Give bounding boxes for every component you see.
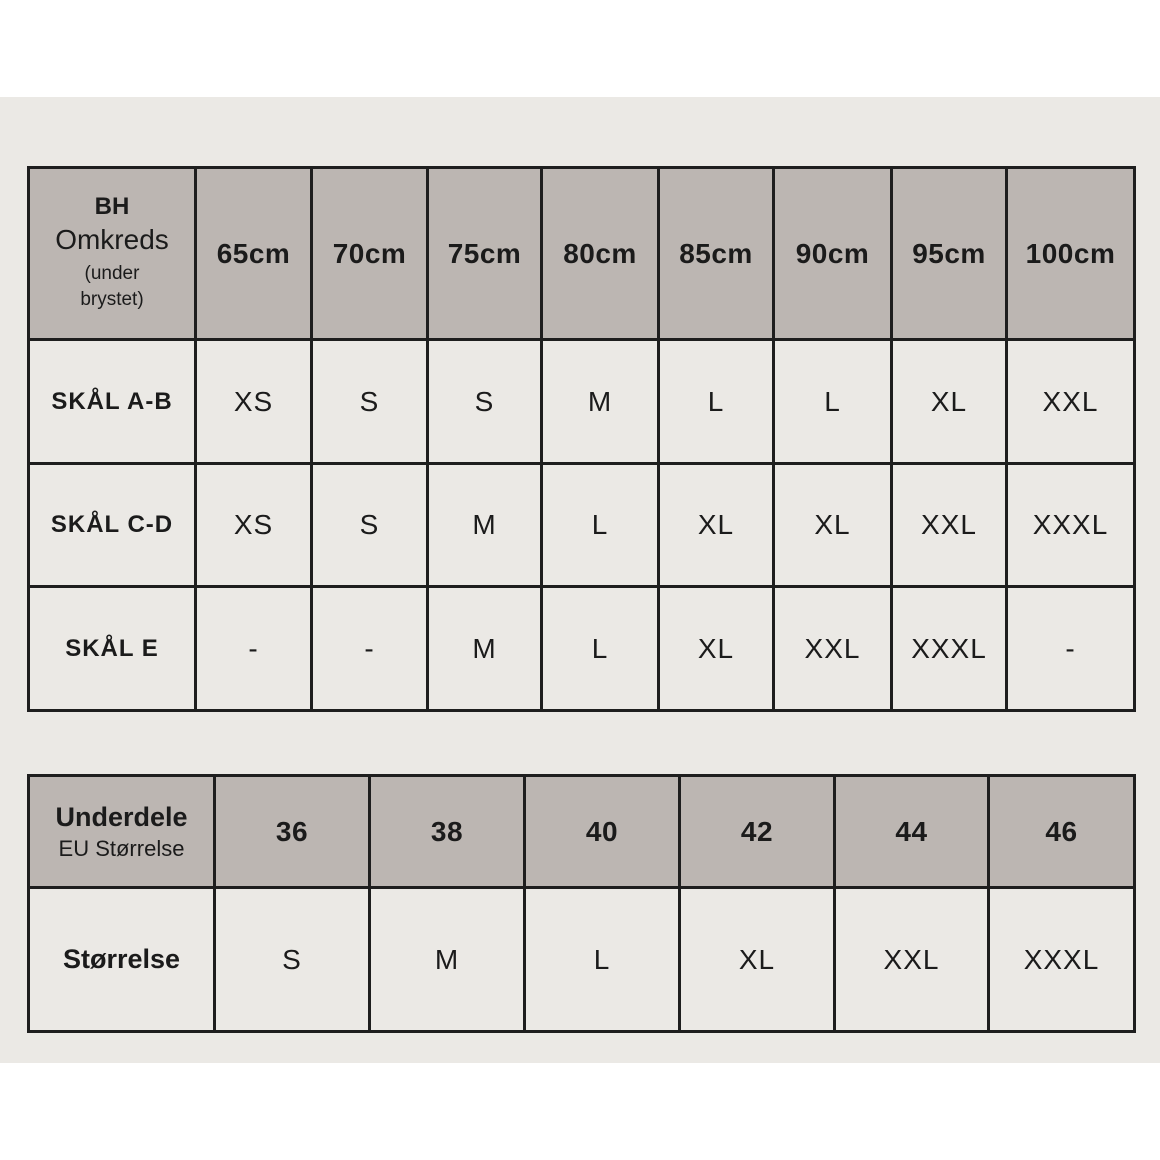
bra-header-cell: 65cm [196,168,312,340]
size-cell: M [542,340,659,464]
size-cell: XS [196,340,312,464]
row-label: SKÅL E [29,587,196,711]
bra-header-cell: 70cm [312,168,428,340]
size-cell: - [1007,587,1135,711]
size-cell: M [428,587,542,711]
size-cell: M [428,464,542,587]
bra-corner-subtitle: Omkreds [55,223,169,255]
bottoms-corner-subtitle: EU Størrelse [58,835,185,861]
bra-header-cell: 90cm [774,168,892,340]
bottoms-header-row [29,776,1135,888]
size-cell: XXXL [892,587,1007,711]
size-cell: XL [774,464,892,587]
bra-corner-note-1: (under [84,263,140,285]
bra-header-row [29,168,1135,340]
size-cell: XL [680,888,835,1032]
size-cell: XXXL [1007,464,1135,587]
bra-size-table [27,166,1136,712]
size-cell: - [312,587,428,711]
bra-header-cell: 100cm [1007,168,1135,340]
size-cell: S [312,340,428,464]
size-cell: - [196,587,312,711]
bottoms-corner-header [29,776,215,888]
bra-header-cell: 75cm [428,168,542,340]
size-cell: XL [659,587,774,711]
bottoms-corner-title: Underdele [55,801,188,832]
bra-header-cell: 85cm [659,168,774,340]
bottoms-header-cell: 46 [989,776,1135,888]
size-cell: XL [659,464,774,587]
bottoms-header-cell: 36 [215,776,370,888]
size-cell: XS [196,464,312,587]
size-cell: M [370,888,525,1032]
size-cell: XL [892,340,1007,464]
size-cell: L [659,340,774,464]
size-cell: L [525,888,680,1032]
table-row [29,587,1135,711]
bra-corner-header [29,168,196,340]
bra-header-cell: 95cm [892,168,1007,340]
table-row [29,340,1135,464]
table-row [29,888,1135,1032]
size-cell: S [428,340,542,464]
size-cell: L [542,587,659,711]
bottoms-header-cell: 44 [835,776,989,888]
size-cell: S [312,464,428,587]
size-cell: S [215,888,370,1032]
size-cell: XXXL [989,888,1135,1032]
bottoms-header-cell: 40 [525,776,680,888]
bottoms-header-cell: 42 [680,776,835,888]
row-label: SKÅL C-D [29,464,196,587]
bra-corner-title: BH [94,193,130,221]
row-label: SKÅL A-B [29,340,196,464]
size-cell: XXL [774,587,892,711]
row-label: Størrelse [29,888,215,1032]
bottoms-header-cell: 38 [370,776,525,888]
bottoms-size-table [27,774,1136,1033]
bra-corner-note-2: brystet) [80,289,144,311]
size-cell: L [542,464,659,587]
size-cell: L [774,340,892,464]
size-cell: XXL [892,464,1007,587]
size-cell: XXL [1007,340,1135,464]
size-cell: XXL [835,888,989,1032]
table-row [29,464,1135,587]
bra-header-cell: 80cm [542,168,659,340]
